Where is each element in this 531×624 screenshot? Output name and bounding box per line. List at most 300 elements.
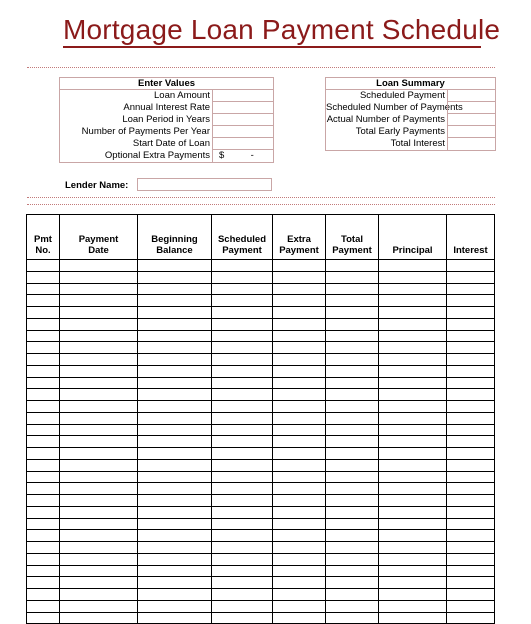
table-cell[interactable] xyxy=(27,295,60,307)
table-cell[interactable] xyxy=(27,271,60,283)
table-cell[interactable] xyxy=(326,471,379,483)
table-cell[interactable] xyxy=(138,342,212,354)
table-cell[interactable] xyxy=(273,354,326,366)
table-cell[interactable] xyxy=(447,565,495,577)
table-cell[interactable] xyxy=(379,459,447,471)
table-cell[interactable] xyxy=(326,600,379,612)
table-cell[interactable] xyxy=(138,577,212,589)
enter-values-label: Number of Payments Per Year xyxy=(81,126,210,137)
table-cell[interactable] xyxy=(379,577,447,589)
table-cell[interactable] xyxy=(379,518,447,530)
table-cell[interactable] xyxy=(212,518,273,530)
table-row xyxy=(27,377,495,389)
table-cell[interactable] xyxy=(273,412,326,424)
table-cell[interactable] xyxy=(447,448,495,460)
table-cell[interactable] xyxy=(379,389,447,401)
table-cell[interactable] xyxy=(60,318,138,330)
table-cell[interactable] xyxy=(60,518,138,530)
enter-values-value-cell[interactable] xyxy=(212,138,273,150)
table-cell[interactable] xyxy=(326,612,379,624)
table-cell[interactable] xyxy=(212,283,273,295)
loan-summary-row xyxy=(326,138,495,150)
table-cell[interactable] xyxy=(27,471,60,483)
table-row xyxy=(27,530,495,542)
table-cell[interactable] xyxy=(27,436,60,448)
table-cell[interactable] xyxy=(273,495,326,507)
table-row xyxy=(27,553,495,565)
table-cell[interactable] xyxy=(326,295,379,307)
table-cell[interactable] xyxy=(212,424,273,436)
table-cell[interactable] xyxy=(27,260,60,272)
table-cell[interactable] xyxy=(27,389,60,401)
table-cell[interactable] xyxy=(138,436,212,448)
table-cell[interactable] xyxy=(379,448,447,460)
table-cell[interactable] xyxy=(273,271,326,283)
table-cell[interactable] xyxy=(447,424,495,436)
table-cell[interactable] xyxy=(212,577,273,589)
table-cell[interactable] xyxy=(273,318,326,330)
table-cell[interactable] xyxy=(447,506,495,518)
table-cell[interactable] xyxy=(27,318,60,330)
enter-values-rows xyxy=(60,90,273,162)
table-cell[interactable] xyxy=(447,553,495,565)
table-cell[interactable] xyxy=(212,612,273,624)
schedule-body xyxy=(27,260,495,624)
table-cell[interactable] xyxy=(273,295,326,307)
column-header-line2: Payment xyxy=(222,245,262,256)
table-cell[interactable] xyxy=(212,495,273,507)
table-cell[interactable] xyxy=(212,553,273,565)
table-cell[interactable] xyxy=(447,401,495,413)
table-cell[interactable] xyxy=(326,401,379,413)
loan-summary-row xyxy=(326,102,495,114)
table-cell[interactable] xyxy=(27,307,60,319)
table-cell[interactable] xyxy=(138,271,212,283)
table-cell[interactable] xyxy=(60,565,138,577)
table-row xyxy=(27,577,495,589)
enter-values-value-cell[interactable]: $ - xyxy=(212,150,273,162)
table-cell[interactable] xyxy=(447,365,495,377)
table-cell[interactable] xyxy=(212,354,273,366)
table-cell[interactable] xyxy=(27,448,60,460)
enter-values-value-cell[interactable] xyxy=(212,126,273,138)
table-cell[interactable] xyxy=(60,401,138,413)
table-cell[interactable] xyxy=(447,412,495,424)
table-cell[interactable] xyxy=(60,424,138,436)
table-cell[interactable] xyxy=(60,459,138,471)
loan-summary-value-cell[interactable] xyxy=(447,90,495,102)
table-cell[interactable] xyxy=(326,424,379,436)
table-cell[interactable] xyxy=(379,412,447,424)
table-cell[interactable] xyxy=(27,377,60,389)
column-header-line1: Pmt xyxy=(34,234,52,245)
table-cell[interactable] xyxy=(60,412,138,424)
table-cell[interactable] xyxy=(138,518,212,530)
table-cell[interactable] xyxy=(447,436,495,448)
table-cell[interactable] xyxy=(273,260,326,272)
table-row xyxy=(27,565,495,577)
loan-summary-row xyxy=(326,114,495,126)
table-cell[interactable] xyxy=(27,589,60,601)
table-cell[interactable] xyxy=(273,424,326,436)
table-cell[interactable] xyxy=(138,295,212,307)
table-cell[interactable] xyxy=(273,589,326,601)
table-cell[interactable] xyxy=(60,495,138,507)
table-cell[interactable] xyxy=(273,530,326,542)
table-cell[interactable] xyxy=(273,483,326,495)
table-cell[interactable] xyxy=(27,553,60,565)
table-cell[interactable] xyxy=(326,354,379,366)
table-cell[interactable] xyxy=(60,283,138,295)
table-cell[interactable] xyxy=(138,530,212,542)
table-cell[interactable] xyxy=(27,459,60,471)
table-cell[interactable] xyxy=(447,260,495,272)
table-cell[interactable] xyxy=(27,600,60,612)
table-cell[interactable] xyxy=(212,318,273,330)
table-cell[interactable] xyxy=(273,401,326,413)
table-cell[interactable] xyxy=(447,471,495,483)
table-cell[interactable] xyxy=(138,260,212,272)
table-cell[interactable] xyxy=(447,518,495,530)
table-cell[interactable] xyxy=(212,600,273,612)
table-cell[interactable] xyxy=(138,589,212,601)
table-cell[interactable] xyxy=(138,506,212,518)
table-cell[interactable] xyxy=(138,459,212,471)
table-cell[interactable] xyxy=(273,459,326,471)
table-cell[interactable] xyxy=(60,330,138,342)
table-cell[interactable] xyxy=(212,589,273,601)
table-cell[interactable] xyxy=(60,342,138,354)
table-cell[interactable] xyxy=(212,260,273,272)
table-cell[interactable] xyxy=(212,389,273,401)
table-cell[interactable] xyxy=(447,354,495,366)
table-cell[interactable] xyxy=(212,401,273,413)
table-cell[interactable] xyxy=(273,553,326,565)
table-cell[interactable] xyxy=(326,506,379,518)
table-cell[interactable] xyxy=(138,542,212,554)
table-cell[interactable] xyxy=(138,401,212,413)
loan-summary-value-cell[interactable] xyxy=(447,114,495,126)
table-cell[interactable] xyxy=(379,600,447,612)
column-header-line1: Scheduled xyxy=(217,234,267,245)
enter-values-value-cell[interactable] xyxy=(212,90,273,102)
table-cell[interactable] xyxy=(379,295,447,307)
enter-values-row xyxy=(60,90,273,102)
table-cell[interactable] xyxy=(138,377,212,389)
enter-values-row xyxy=(60,126,273,138)
title-underline xyxy=(63,46,481,48)
table-cell[interactable] xyxy=(326,542,379,554)
table-cell[interactable] xyxy=(326,330,379,342)
table-cell[interactable] xyxy=(27,612,60,624)
table-cell[interactable] xyxy=(326,518,379,530)
table-cell[interactable] xyxy=(379,365,447,377)
table-cell[interactable] xyxy=(212,377,273,389)
enter-values-row xyxy=(60,114,273,126)
table-row xyxy=(27,330,495,342)
enter-values-value-cell[interactable] xyxy=(212,102,273,114)
table-cell[interactable] xyxy=(212,412,273,424)
table-cell[interactable] xyxy=(60,542,138,554)
table-cell[interactable] xyxy=(60,448,138,460)
table-cell[interactable] xyxy=(326,283,379,295)
table-cell[interactable] xyxy=(27,412,60,424)
table-cell[interactable] xyxy=(60,600,138,612)
table-cell[interactable] xyxy=(447,495,495,507)
table-cell[interactable] xyxy=(447,342,495,354)
page-title: Mortgage Loan Payment Schedule xyxy=(63,14,501,45)
table-cell[interactable] xyxy=(447,295,495,307)
enter-values-value-cell[interactable] xyxy=(212,114,273,126)
table-cell[interactable] xyxy=(326,565,379,577)
table-cell[interactable] xyxy=(447,483,495,495)
table-cell[interactable] xyxy=(27,518,60,530)
table-cell[interactable] xyxy=(379,307,447,319)
table-cell[interactable] xyxy=(326,377,379,389)
column-header-line1: Extra xyxy=(287,234,311,245)
table-cell[interactable] xyxy=(60,612,138,624)
table-cell[interactable] xyxy=(212,342,273,354)
enter-values-heading: Enter Values xyxy=(60,78,273,90)
enter-values-label: Start Date of Loan xyxy=(132,138,210,149)
lender-name-field[interactable] xyxy=(137,178,272,191)
table-cell[interactable] xyxy=(27,354,60,366)
table-cell[interactable] xyxy=(447,600,495,612)
table-cell[interactable] xyxy=(138,283,212,295)
table-cell[interactable] xyxy=(60,589,138,601)
table-cell[interactable] xyxy=(326,495,379,507)
table-cell[interactable] xyxy=(379,436,447,448)
table-cell[interactable] xyxy=(447,377,495,389)
table-cell[interactable] xyxy=(212,307,273,319)
table-cell[interactable] xyxy=(273,330,326,342)
table-cell[interactable] xyxy=(379,377,447,389)
table-cell[interactable] xyxy=(27,424,60,436)
table-cell[interactable] xyxy=(273,365,326,377)
table-cell[interactable] xyxy=(379,530,447,542)
loan-summary-rows xyxy=(326,90,495,150)
table-cell[interactable] xyxy=(447,389,495,401)
table-cell[interactable] xyxy=(138,565,212,577)
table-cell[interactable] xyxy=(326,365,379,377)
table-cell[interactable] xyxy=(326,436,379,448)
table-cell[interactable] xyxy=(273,542,326,554)
table-cell[interactable] xyxy=(273,448,326,460)
table-cell[interactable] xyxy=(379,495,447,507)
table-cell[interactable] xyxy=(27,506,60,518)
table-cell[interactable] xyxy=(138,412,212,424)
table-cell[interactable] xyxy=(138,448,212,460)
table-cell[interactable] xyxy=(273,283,326,295)
table-cell[interactable] xyxy=(326,459,379,471)
table-cell[interactable] xyxy=(212,448,273,460)
table-cell[interactable] xyxy=(138,495,212,507)
table-cell[interactable] xyxy=(60,295,138,307)
table-cell[interactable] xyxy=(273,506,326,518)
table-cell[interactable] xyxy=(60,365,138,377)
table-cell[interactable] xyxy=(212,483,273,495)
table-cell[interactable] xyxy=(447,530,495,542)
table-cell[interactable] xyxy=(138,483,212,495)
column-header-line2: Date xyxy=(88,245,109,256)
table-cell[interactable] xyxy=(60,377,138,389)
table-cell[interactable] xyxy=(379,506,447,518)
table-cell[interactable] xyxy=(326,448,379,460)
table-cell[interactable] xyxy=(273,471,326,483)
table-cell[interactable] xyxy=(273,612,326,624)
table-cell[interactable] xyxy=(447,542,495,554)
column-header xyxy=(60,215,138,260)
table-cell[interactable] xyxy=(447,612,495,624)
table-cell[interactable] xyxy=(60,271,138,283)
table-cell[interactable] xyxy=(138,354,212,366)
table-cell[interactable] xyxy=(273,600,326,612)
table-cell[interactable] xyxy=(326,530,379,542)
table-cell[interactable] xyxy=(27,530,60,542)
table-cell[interactable] xyxy=(60,530,138,542)
table-cell[interactable] xyxy=(379,342,447,354)
table-cell[interactable] xyxy=(138,365,212,377)
table-cell[interactable] xyxy=(447,271,495,283)
table-cell[interactable] xyxy=(379,471,447,483)
table-row xyxy=(27,495,495,507)
table-cell[interactable] xyxy=(60,577,138,589)
table-cell[interactable] xyxy=(60,483,138,495)
table-cell[interactable] xyxy=(212,365,273,377)
table-cell[interactable] xyxy=(379,542,447,554)
table-cell[interactable] xyxy=(379,401,447,413)
loan-summary-label: Total Early Payments xyxy=(355,126,445,137)
table-row xyxy=(27,424,495,436)
loan-summary-label: Scheduled Payment xyxy=(359,90,445,101)
enter-values-label: Annual Interest Rate xyxy=(123,102,210,113)
loan-summary-value-cell[interactable] xyxy=(447,138,495,150)
table-cell[interactable] xyxy=(379,330,447,342)
table-cell[interactable] xyxy=(379,283,447,295)
table-cell[interactable] xyxy=(273,307,326,319)
table-cell[interactable] xyxy=(212,330,273,342)
column-header xyxy=(27,215,60,260)
table-cell[interactable] xyxy=(273,436,326,448)
table-cell[interactable] xyxy=(379,318,447,330)
table-cell[interactable] xyxy=(60,506,138,518)
table-cell[interactable] xyxy=(212,506,273,518)
loan-summary-label: Actual Number of Payments xyxy=(326,114,445,125)
table-cell[interactable] xyxy=(326,589,379,601)
table-row xyxy=(27,542,495,554)
table-cell[interactable] xyxy=(138,330,212,342)
table-row xyxy=(27,612,495,624)
table-cell[interactable] xyxy=(27,283,60,295)
table-cell[interactable] xyxy=(379,354,447,366)
table-cell[interactable] xyxy=(212,530,273,542)
table-cell[interactable] xyxy=(27,401,60,413)
table-cell[interactable] xyxy=(379,565,447,577)
table-cell[interactable] xyxy=(27,483,60,495)
table-cell[interactable] xyxy=(326,342,379,354)
table-cell[interactable] xyxy=(60,354,138,366)
table-cell[interactable] xyxy=(447,283,495,295)
table-cell[interactable] xyxy=(379,483,447,495)
table-cell[interactable] xyxy=(27,365,60,377)
table-cell[interactable] xyxy=(138,307,212,319)
table-cell[interactable] xyxy=(326,577,379,589)
table-cell[interactable] xyxy=(379,271,447,283)
table-cell[interactable] xyxy=(60,389,138,401)
table-cell[interactable] xyxy=(138,471,212,483)
table-cell[interactable] xyxy=(212,459,273,471)
table-cell[interactable] xyxy=(273,565,326,577)
table-cell[interactable] xyxy=(60,471,138,483)
table-cell[interactable] xyxy=(273,377,326,389)
table-cell[interactable] xyxy=(138,318,212,330)
table-cell[interactable] xyxy=(273,342,326,354)
table-cell[interactable] xyxy=(379,612,447,624)
table-cell[interactable] xyxy=(447,577,495,589)
table-cell[interactable] xyxy=(212,542,273,554)
table-cell[interactable] xyxy=(379,589,447,601)
table-cell[interactable] xyxy=(379,424,447,436)
table-cell[interactable] xyxy=(273,389,326,401)
table-cell[interactable] xyxy=(447,459,495,471)
loan-summary-value-cell[interactable] xyxy=(447,126,495,138)
loan-summary-panel xyxy=(325,77,496,151)
table-cell[interactable] xyxy=(326,318,379,330)
table-cell[interactable] xyxy=(326,389,379,401)
divider-middle-2 xyxy=(27,204,495,205)
table-cell[interactable] xyxy=(326,260,379,272)
table-cell[interactable] xyxy=(60,436,138,448)
table-cell[interactable] xyxy=(212,436,273,448)
table-cell[interactable] xyxy=(447,307,495,319)
table-cell[interactable] xyxy=(212,295,273,307)
table-cell[interactable] xyxy=(212,565,273,577)
table-cell[interactable] xyxy=(447,318,495,330)
table-cell[interactable] xyxy=(60,260,138,272)
table-cell[interactable] xyxy=(27,542,60,554)
table-cell[interactable] xyxy=(138,424,212,436)
table-cell[interactable] xyxy=(326,307,379,319)
table-cell[interactable] xyxy=(27,495,60,507)
table-cell[interactable] xyxy=(447,589,495,601)
table-row xyxy=(27,283,495,295)
table-row xyxy=(27,506,495,518)
table-cell[interactable] xyxy=(273,577,326,589)
table-cell[interactable] xyxy=(447,330,495,342)
table-cell[interactable] xyxy=(27,565,60,577)
table-cell[interactable] xyxy=(212,471,273,483)
table-cell[interactable] xyxy=(27,577,60,589)
table-cell[interactable] xyxy=(212,271,273,283)
table-cell[interactable] xyxy=(273,518,326,530)
table-cell[interactable] xyxy=(326,553,379,565)
table-cell[interactable] xyxy=(379,260,447,272)
table-cell[interactable] xyxy=(326,483,379,495)
loan-summary-value-cell[interactable] xyxy=(447,102,495,114)
table-cell[interactable] xyxy=(138,600,212,612)
table-cell[interactable] xyxy=(27,330,60,342)
table-row xyxy=(27,401,495,413)
table-cell[interactable] xyxy=(138,553,212,565)
table-cell[interactable] xyxy=(27,342,60,354)
table-cell[interactable] xyxy=(379,553,447,565)
table-cell[interactable] xyxy=(326,271,379,283)
table-cell[interactable] xyxy=(60,307,138,319)
table-cell[interactable] xyxy=(138,389,212,401)
table-cell[interactable] xyxy=(326,412,379,424)
table-cell[interactable] xyxy=(60,553,138,565)
table-cell[interactable] xyxy=(138,612,212,624)
